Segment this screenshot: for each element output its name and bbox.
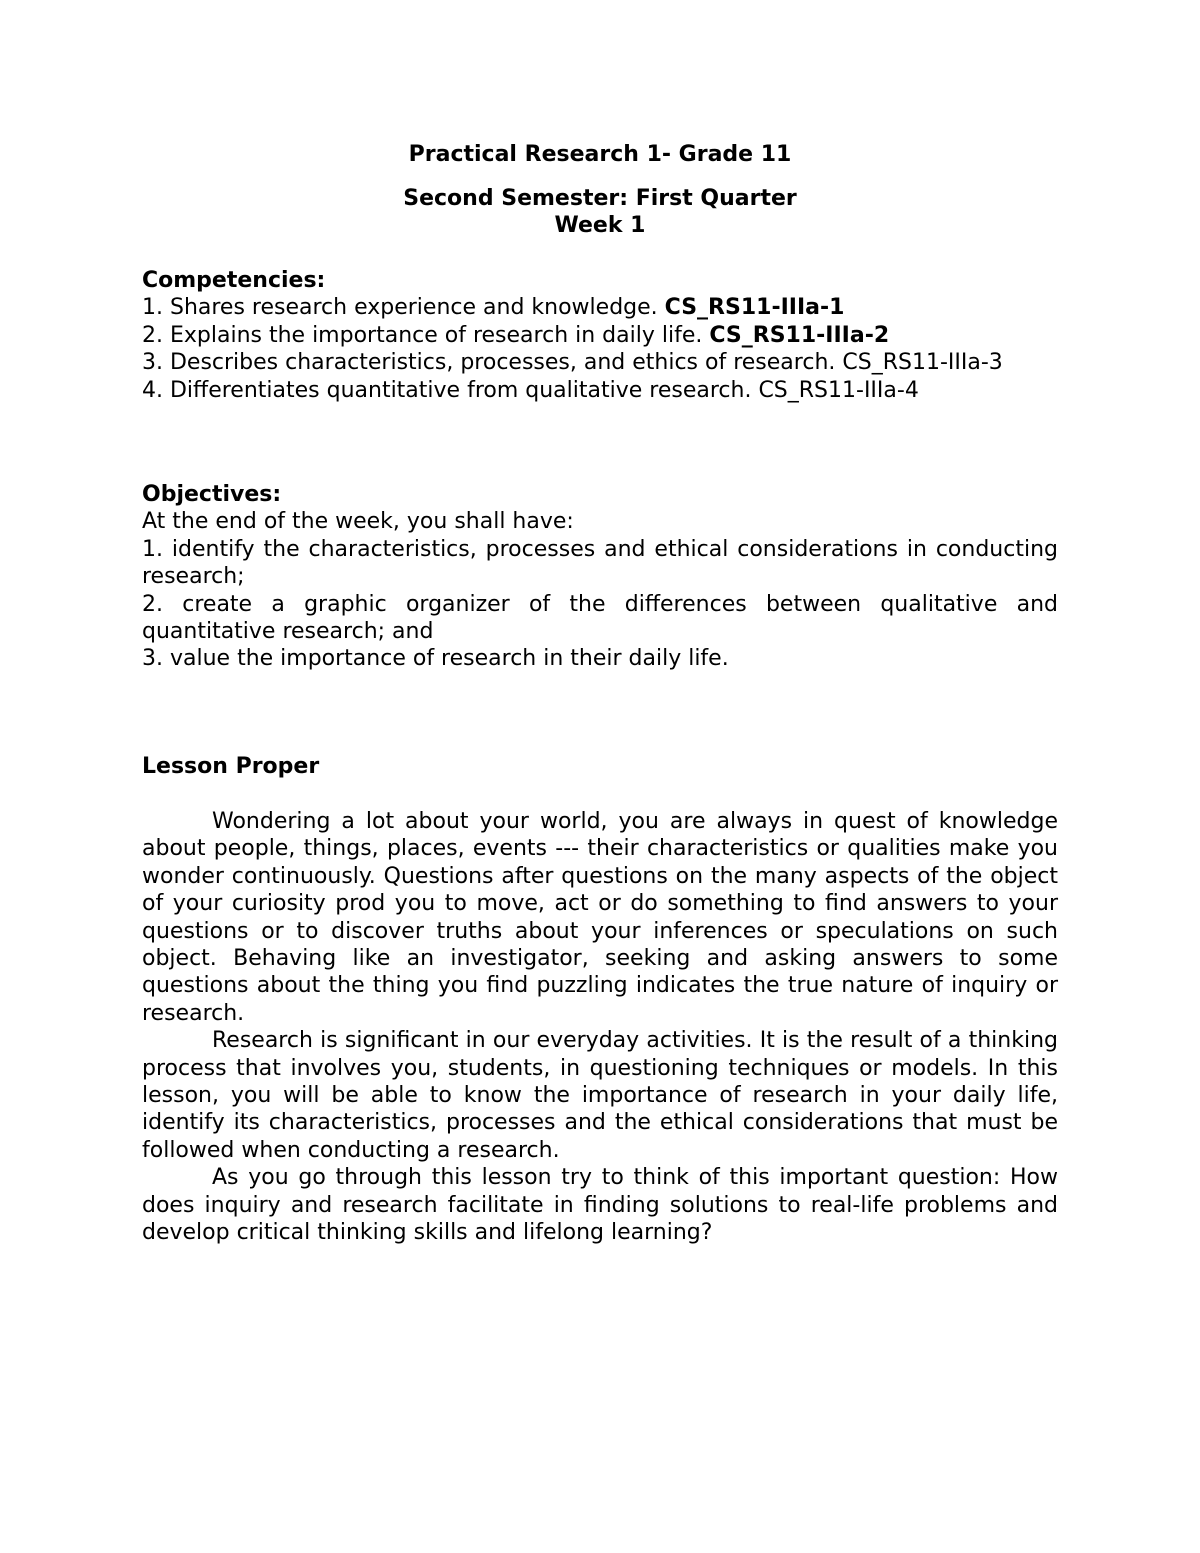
objective-item: 1. identify the characteristics, processes and ethical considerations in conducting research; <box>142 536 1058 590</box>
competencies-heading: Competencies: <box>142 268 326 293</box>
objective-item: 2. create a graphic organizer of the differences between qualitative and quantitative research; and <box>142 591 1058 645</box>
competency-code: CS_RS11-IIIa-3 <box>842 350 1003 376</box>
competency-code: CS_RS11-IIIa-2 <box>709 322 890 348</box>
objectives-section <box>142 481 1058 673</box>
week-heading: Week 1 <box>554 213 646 238</box>
lesson-paragraph: As you go through this lesson try to think of this important question: How does inquiry and research facilitate in finding solutions to real-life problems and develop critical thinking skills and lifelong learning? <box>142 1165 1058 1246</box>
lesson-body <box>142 808 1058 1247</box>
lesson-paragraph: Wondering a lot about your world, you are always in quest of knowledge about people, things, places, events --- their characteristics or qualities make you wonder continuously. Questions after questions on the many aspects of the object of your curiosity prod you to move, act or do something to find answers to your questions or to discover truths about your inferences or speculations on such object. Behaving like an investigator, seeking and asking answers to some questions about the thing you find puzzling indicates the true nature of inquiry or research. <box>142 809 1058 1026</box>
competency-item <box>142 349 1058 376</box>
objectives-intro: At the end of the week, you shall have: <box>142 509 574 535</box>
lesson-heading: Lesson Proper <box>142 754 320 779</box>
competency-text: 2. Explains the importance of research in daily life. <box>142 322 710 348</box>
semester-heading: Second Semester: First Quarter <box>403 186 797 211</box>
lesson-paragraph: Research is significant in our everyday activities. It is the result of a thinking process that involves you, students, in questioning techniques or models. In this lesson, you will be able to know the importance of research in your daily life, identify its characteristics, processes and the ethical considerations that must be followed when conducting a research. <box>142 1028 1058 1163</box>
competency-text: 3. Describes characteristics, processes, and ethics of research. <box>142 350 843 376</box>
competency-item <box>142 322 1058 349</box>
competencies-section <box>142 267 1058 404</box>
competency-item <box>142 294 1058 321</box>
competency-code: CS_RS11-IIIa-4 <box>758 377 919 403</box>
competency-item <box>142 377 1058 404</box>
objectives-heading: Objectives: <box>142 482 282 507</box>
competency-text: 4. Differentiates quantitative from qualitative research. <box>142 377 759 403</box>
objective-item: 3. value the importance of research in their daily life. <box>142 646 729 672</box>
competency-text: 1. Shares research experience and knowledge. <box>142 295 665 321</box>
competency-code: CS_RS11-IIIa-1 <box>664 295 845 321</box>
document-title: Practical Research 1- Grade 11 <box>408 142 792 167</box>
lesson-section <box>142 753 1058 780</box>
